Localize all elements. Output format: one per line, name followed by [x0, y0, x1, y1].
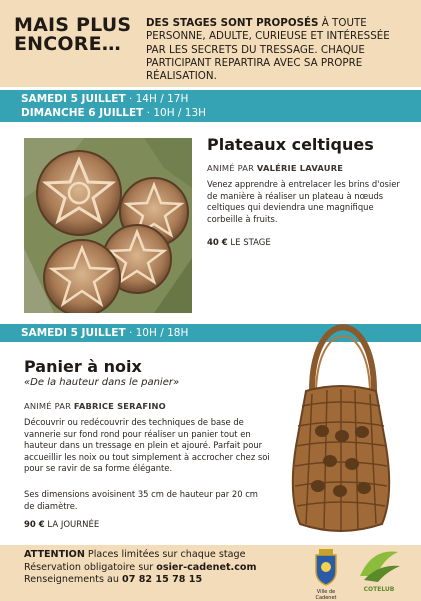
attention-text: Places limitées sur chaque stage [84, 549, 246, 560]
stage1-date-band [0, 90, 421, 122]
stage1-date2-time: · 10H / 13H [143, 107, 207, 119]
stage1-date1 [21, 93, 188, 105]
reservation-text: Réservation obligatoire sur [24, 561, 157, 573]
stage1-animator [207, 163, 343, 173]
cadenet-logo-caption: Ville de Cadenet [315, 589, 337, 601]
stage2-price [24, 520, 99, 530]
attention-line [24, 549, 294, 562]
stage1-animator-prefix: ANIMÉ PAR [207, 163, 257, 173]
website-link[interactable]: osier-cadenet.com [156, 561, 257, 573]
nut-basket-photo [282, 296, 400, 540]
cotelub-logo-caption: COTELUB [363, 586, 395, 593]
stage1-date2 [21, 107, 206, 119]
footer-info [24, 549, 294, 587]
stage1-date1-time: · 14H / 17H [125, 93, 189, 105]
stage2-price-label: LA JOURNÉE [44, 520, 100, 530]
stage1-date1-day: SAMEDI 5 JUILLET [21, 93, 126, 105]
intro-rest: À TOUTE PERSONNE, ADULTE, CURIEUSE ET INTÉRESSÉE PAR LES SECRETS DU TRESSAGE. CHAQUE PARTICIPANT REPARTIRA AVEC SA PROPRE RÉALISATION. [146, 17, 390, 83]
attention-label: ATTENTION [24, 549, 85, 560]
stage2-animator-prefix: ANIMÉ PAR [24, 401, 74, 411]
celtic-plate-1 [37, 151, 121, 235]
stage2-subtitle: «De la hauteur dans le panier» [24, 377, 180, 388]
stage2-animator-name: FABRICE SERAFINO [73, 401, 166, 411]
intro-bold: DES STAGES SONT PROPOSÉS [146, 17, 319, 29]
stage1-date2-day: DIMANCHE 6 JUILLET [21, 107, 144, 119]
stage2-date-day: SAMEDI 5 JUILLET [21, 327, 126, 339]
intro-text [146, 17, 411, 83]
cadenet-logo [313, 547, 339, 601]
stage1-animator-name: VALÉRIE LAVAURE [256, 163, 344, 173]
info-text: Renseignements au [24, 574, 123, 585]
stage1-price-amount: 40 € [207, 238, 228, 248]
stage2-animator [24, 401, 166, 411]
info-line [24, 574, 294, 587]
stage1-title: Plateaux celtiques [207, 135, 374, 154]
reservation-line [24, 562, 294, 575]
stage1-description: Venez apprendre à entrelacer les brins d'osier de manière à réaliser un plateau à nœuds celtiques qui deviendra une magnifique corbeille à fruits. [207, 179, 400, 224]
stage2-dimensions: Ses dimensions avoisinent 35 cm de hauteur par 20 cm de diamètre. [24, 489, 258, 511]
celtic-plate-4 [44, 240, 120, 313]
plateaux-photo [24, 138, 192, 313]
stage2-description: Découvrir ou redécouvrir des techniques de base de vannerie sur fond rond pour réaliser un panier tout en hauteur dans un tressage en plein et ajouré. Parfait pour accueillir les noix ou tout simplement à accrocher chez soi pour se ravir de sa forme élégante. [24, 417, 270, 474]
section-title-line1: MAIS PLUS [14, 14, 132, 36]
stage2-title: Panier à noix [24, 357, 142, 376]
stage1-price-label: LE STAGE [227, 238, 271, 248]
section-title [14, 16, 139, 54]
stage2-price-amount: 90 € [24, 520, 45, 530]
section-title-line2: ENCORE… [14, 33, 121, 55]
stage1-price [207, 238, 271, 248]
stage2-date-time: · 10H / 18H [125, 327, 189, 339]
stage2-date [21, 327, 188, 339]
phone-number: 07 82 15 78 15 [122, 574, 203, 585]
cotelub-logo [354, 546, 404, 594]
